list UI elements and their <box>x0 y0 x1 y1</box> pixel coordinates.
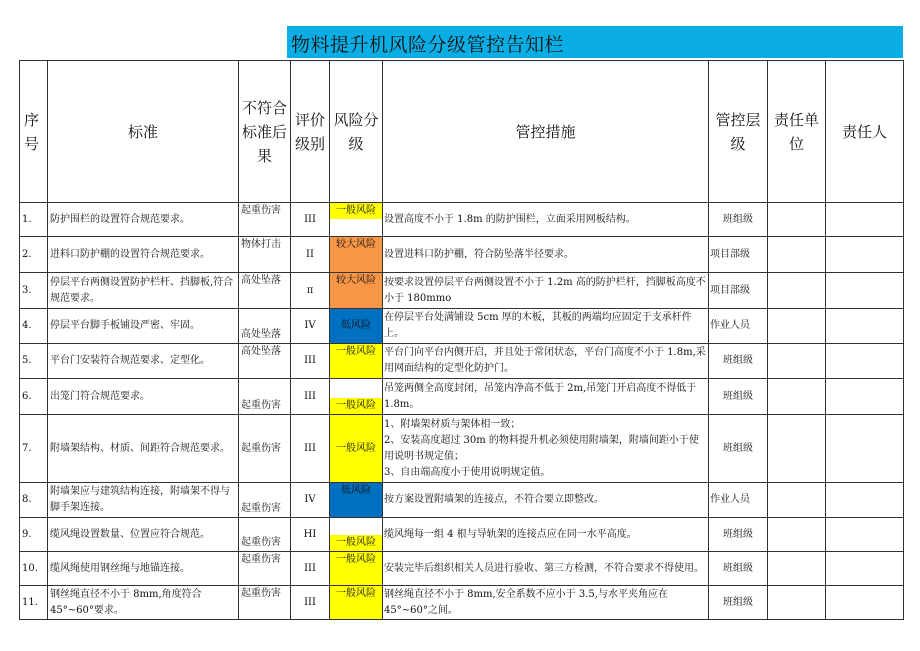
row-seq: 2. <box>20 237 48 273</box>
row-person <box>826 379 904 415</box>
row-control-level: 班组级 <box>709 203 768 237</box>
row-seq: 1. <box>20 203 48 237</box>
row-measures: 钢丝绳直径不小于 8mm,安全系数不应小于 3.5,与水平夹角应在 45°~60°之间。 <box>383 586 709 620</box>
row-seq: 8. <box>20 483 48 518</box>
row-control-level: 作业人员 <box>709 483 768 518</box>
header-standard: 标准 <box>48 61 239 203</box>
row-evaluation: III <box>291 586 330 620</box>
row-measures: 在停层平台处满铺设 5cm 厚的木板，其板的两端均应固定于支承杆件上。 <box>383 309 709 344</box>
row-person <box>826 344 904 379</box>
row-control-level: 班组级 <box>709 344 768 379</box>
header-control-level: 管控层级 <box>709 61 768 203</box>
risk-badge: 较大风险 <box>336 275 376 286</box>
row-standard: 附墙架应与建筑结构连接，附墙架不得与脚手架连接。 <box>48 483 239 518</box>
table-row <box>20 273 904 309</box>
row-standard: 防护围栏的设置符合规范要求。 <box>48 203 239 237</box>
row-seq: 10. <box>20 552 48 586</box>
row-seq: 9. <box>20 518 48 552</box>
row-control-level: 项目部级 <box>709 237 768 273</box>
row-control-level: 班组级 <box>709 415 768 483</box>
table-row <box>20 379 904 415</box>
row-standard: 缆风绳设置数量、位置应符合规范。 <box>48 518 239 552</box>
header-unit: 责任单位 <box>768 61 826 203</box>
row-risk-level <box>330 552 383 586</box>
row-control-level: 班组级 <box>709 518 768 552</box>
title-bar <box>287 26 903 58</box>
header-risk-level: 风险分级 <box>330 61 383 203</box>
risk-badge: 一般风险 <box>330 398 382 414</box>
risk-badge: 一般风险 <box>336 346 376 357</box>
row-standard: 钢丝绳直径不小于 8mm,角度符合45°~60°要求。 <box>48 586 239 620</box>
measure-line: 3、自由端高度小于使用说明规定值。 <box>384 466 551 478</box>
row-person <box>826 237 904 273</box>
row-consequence: 起重伤害 <box>239 552 291 586</box>
row-evaluation: III <box>291 379 330 415</box>
row-standard: 停层平台脚手板铺设严密、牢固。 <box>48 309 239 344</box>
row-seq: 11. <box>20 586 48 620</box>
row-person <box>826 273 904 309</box>
row-evaluation: HI <box>291 518 330 552</box>
row-control-level: 班组级 <box>709 586 768 620</box>
row-measures: 设置进料口防护棚，符合防坠落半径要求。 <box>383 237 709 273</box>
row-control-level: 班组级 <box>709 552 768 586</box>
row-consequence: 高处坠落 <box>239 273 291 309</box>
row-consequence: 起重伤害 <box>239 203 291 237</box>
row-unit <box>768 237 826 273</box>
row-unit <box>768 203 826 237</box>
row-consequence: 高处坠落 <box>239 344 291 379</box>
row-person <box>826 586 904 620</box>
row-unit <box>768 273 826 309</box>
row-unit <box>768 379 826 415</box>
row-unit <box>768 344 826 379</box>
header-person: 责任人 <box>826 61 904 203</box>
measure-line: 2、安装高度超过 30m 的物料提升机必须使用附墙架，附墙间距小于使用说明书规定值； <box>384 434 699 462</box>
risk-badge: 一般风险 <box>336 442 376 454</box>
table-row <box>20 483 904 518</box>
row-evaluation: II <box>291 237 330 273</box>
row-seq: 3. <box>20 273 48 309</box>
risk-table <box>19 60 904 620</box>
row-seq: 4. <box>20 309 48 344</box>
row-seq: 6. <box>20 379 48 415</box>
row-risk-level <box>330 483 383 518</box>
row-person <box>826 309 904 344</box>
header-row <box>20 61 904 203</box>
row-evaluation: III <box>291 415 330 483</box>
row-measures: 按要求设置停层平台两侧设置不小于 1.2m 高的防护栏杆，挡脚板高度不小于 180mmo <box>383 273 709 309</box>
row-standard: 缆风绳使用钢丝绳与地锚连接。 <box>48 552 239 586</box>
risk-badge: 一般风险 <box>330 203 382 219</box>
row-measures: 缆风绳每一组 4 根与导轨架的连接点应在同一水平高度。 <box>383 518 709 552</box>
row-evaluation: IV <box>291 483 330 518</box>
page-title: 物料提升机风险分级管控告知栏 <box>291 34 565 56</box>
row-risk-level <box>330 415 383 483</box>
risk-badge: 低风险 <box>341 320 371 331</box>
table-row <box>20 518 904 552</box>
row-person <box>826 203 904 237</box>
row-unit <box>768 415 826 483</box>
row-measures: 按方案设置附墙架的连接点，不符合要立即整改。 <box>383 483 709 518</box>
row-consequence: 高处坠落 <box>239 309 291 344</box>
row-consequence: 起重伤害 <box>239 483 291 518</box>
risk-badge: 低风险 <box>341 485 371 496</box>
row-standard: 停层平台两侧设置防护栏杆、挡脚板,符合规范要求。 <box>48 273 239 309</box>
row-evaluation: III <box>291 552 330 586</box>
table-row <box>20 203 904 237</box>
row-consequence: 物体打击 <box>239 237 291 273</box>
row-measures: 吊笼两侧全高度封闭，吊笼内净高不低于 2m,吊笼门开启高度不得低于 1.8m。 <box>383 379 709 415</box>
row-seq: 7. <box>20 415 48 483</box>
row-control-level: 作业人员 <box>709 309 768 344</box>
row-evaluation: IV <box>291 309 330 344</box>
row-standard: 附墙架结构、材质、间距符合规范要求。 <box>48 415 239 483</box>
risk-badge: 一般风险 <box>336 554 376 565</box>
row-consequence: 起重伤害 <box>239 518 291 552</box>
table-row <box>20 309 904 344</box>
table-row <box>20 586 904 620</box>
row-seq: 5. <box>20 344 48 379</box>
row-evaluation: III <box>291 344 330 379</box>
row-consequence: 起重伤害 <box>239 586 291 620</box>
row-standard: 进料口防护棚的设置符合规范要求。 <box>48 237 239 273</box>
row-standard: 平台门安装符合规范要求、定型化。 <box>48 344 239 379</box>
risk-badge: 一般风险 <box>336 588 376 599</box>
row-person <box>826 552 904 586</box>
header-evaluation: 评价级别 <box>291 61 330 203</box>
row-measures: 平台门向平台内侧开启，并且处于常闭状态，平台门高度不小于 1.8m,采用网面结构的定型化防护门。 <box>383 344 709 379</box>
row-measures: 设置高度不小于 1.8m 的防护围栏，立面采用网板结构。 <box>383 203 709 237</box>
row-person <box>826 415 904 483</box>
table-row <box>20 344 904 379</box>
header-consequence: 不符合标准后果 <box>239 61 291 203</box>
row-risk-level <box>330 586 383 620</box>
row-control-level: 项目部级 <box>709 273 768 309</box>
row-evaluation: π <box>291 273 330 309</box>
row-risk-level <box>330 518 383 552</box>
row-measures: 安装完毕后组织相关人员进行验收、第三方检测，不符合要求不得使用。 <box>383 552 709 586</box>
risk-badge: 一般风险 <box>330 535 382 551</box>
row-unit <box>768 518 826 552</box>
row-person <box>826 483 904 518</box>
table-row <box>20 237 904 273</box>
row-risk-level <box>330 379 383 415</box>
row-evaluation: III <box>291 203 330 237</box>
row-risk-level <box>330 273 383 309</box>
row-person <box>826 518 904 552</box>
row-unit <box>768 586 826 620</box>
row-risk-level <box>330 309 383 344</box>
row-consequence: 起重伤害 <box>239 379 291 415</box>
row-risk-level <box>330 344 383 379</box>
table-row <box>20 415 904 483</box>
risk-badge: 较大风险 <box>336 239 376 250</box>
row-risk-level <box>330 203 383 237</box>
row-risk-level <box>330 237 383 273</box>
row-standard: 出笼门符合规范要求。 <box>48 379 239 415</box>
row-unit <box>768 552 826 586</box>
table-row <box>20 552 904 586</box>
row-unit <box>768 309 826 344</box>
measure-line: 1、附墙架材质与架体相一致； <box>384 418 521 430</box>
row-measures <box>383 415 709 483</box>
header-seq: 序号 <box>20 61 48 203</box>
row-unit <box>768 483 826 518</box>
header-measures: 管控措施 <box>383 61 709 203</box>
row-consequence: 起重伤害 <box>239 415 291 483</box>
row-control-level: 班组级 <box>709 379 768 415</box>
